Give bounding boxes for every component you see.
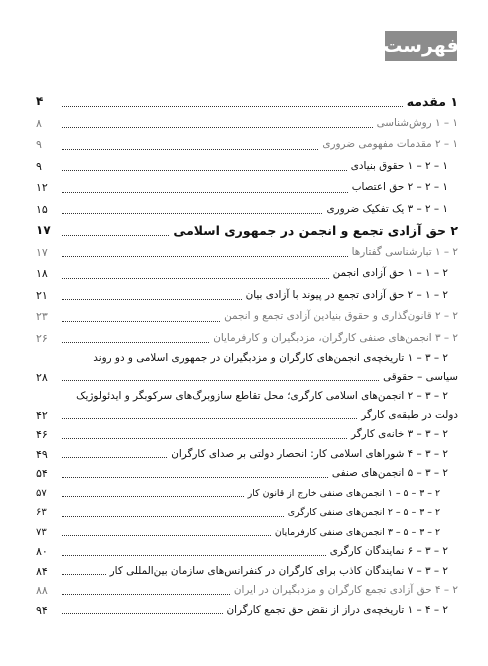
toc-entry-label: ۲ – ۳ – ۵ – ۲ انجمن‌های صنفی کارگری bbox=[287, 507, 440, 518]
toc-entry-label: ۲ – ۳ – ۳ خانه‌ی کارگر bbox=[350, 428, 448, 440]
toc-entry-page: ۸۴ bbox=[36, 564, 48, 578]
toc-entry-2-3-5-2[interactable] bbox=[36, 503, 458, 523]
toc-entry-label: ۲ – ۳ – ۵ انجمن‌های صنفی bbox=[331, 467, 448, 479]
toc-entry-page: ۲۸ bbox=[36, 371, 48, 384]
toc-entry-1-2-2[interactable] bbox=[36, 177, 458, 199]
leader-dots bbox=[62, 320, 220, 322]
toc-entry-2-3-4[interactable] bbox=[36, 445, 458, 465]
leader-dots bbox=[62, 554, 326, 556]
toc-entry-label: ۲ – ۲ قانون‌گذاری و حقوق بنیادین آزادی تجمع و انجمن bbox=[224, 310, 458, 322]
leader-dots bbox=[62, 593, 230, 595]
toc-entry-label-continued: سیاسی – حقوقی bbox=[383, 371, 458, 383]
leader-dots bbox=[62, 495, 244, 497]
toc-entry-page: ۸۰ bbox=[36, 545, 48, 558]
leader-dots bbox=[62, 476, 328, 478]
toc-entry-page: ۲۳ bbox=[36, 310, 48, 323]
toc-entry-1-2-1[interactable] bbox=[36, 156, 458, 178]
toc-entry-2-1-1[interactable] bbox=[36, 263, 458, 285]
leader-dots bbox=[62, 417, 357, 419]
toc-entry-chapter-2[interactable] bbox=[36, 220, 458, 242]
leader-dots bbox=[62, 534, 271, 536]
toc-entry-label: ۱ – ۲ مقدمات مفهومی ضروری bbox=[322, 138, 458, 150]
toc-entry-page: ۴۹ bbox=[36, 447, 48, 461]
toc-entry-2-3-5[interactable] bbox=[36, 464, 458, 484]
toc-entry-2-4[interactable] bbox=[36, 581, 458, 601]
toc-entry-label: ۲ – ۴ حق آزادی تجمع کارگران و مزدبگیران در ایران bbox=[233, 584, 458, 596]
leader-dots bbox=[62, 437, 347, 439]
toc-entry-page: ۴ bbox=[36, 94, 44, 108]
leader-dots bbox=[62, 277, 329, 279]
toc-entry-chapter-1[interactable] bbox=[36, 91, 458, 113]
toc-entry-page: ۶۳ bbox=[36, 507, 47, 518]
toc-entry-page: ۱۵ bbox=[36, 202, 48, 216]
toc-entry-label: ۲ – ۳ – ۲ انجمن‌های اسلامی کارگری؛ محل تقاطع سازوبرگ‌های سرکوبگر و ایدئولوژیک bbox=[76, 390, 448, 402]
toc-entry-page: ۷۳ bbox=[36, 526, 47, 538]
toc-entry-2-1-2[interactable] bbox=[36, 285, 458, 307]
toc-entry-2-1[interactable] bbox=[36, 242, 458, 264]
toc-entry-page: ۵۷ bbox=[36, 487, 47, 499]
toc-entry-label: ۲ – ۳ – ۵ – ۱ انجمن‌های صنفی خارج از قانون کار bbox=[247, 487, 440, 499]
toc-entry-2-2[interactable] bbox=[36, 306, 458, 328]
toc-entry-2-3-5-3[interactable] bbox=[36, 523, 458, 543]
leader-dots bbox=[62, 341, 209, 343]
toc-entry-2-3-7[interactable] bbox=[36, 562, 458, 582]
leader-dots bbox=[62, 255, 348, 257]
toc-entry-page: ۲۱ bbox=[36, 288, 48, 302]
toc-entry-1-2[interactable] bbox=[36, 134, 458, 156]
toc-entry-label: ۲ حق آزادی تجمع و انجمن در جمهوری اسلامی bbox=[173, 223, 458, 238]
toc-entry-1-1[interactable] bbox=[36, 113, 458, 135]
leader-dots bbox=[62, 612, 223, 614]
toc-entry-label: ۲ – ۳ – ۷ نمایندگان کاذب برای کارگران در کنفرانس‌های سازمان بین‌المللی کار bbox=[109, 564, 448, 577]
leader-dots bbox=[62, 105, 403, 107]
toc-entry-2-4-1[interactable] bbox=[36, 601, 458, 621]
toc-entry-label: ۱ – ۲ – ۳ یک تفکیک ضروری bbox=[326, 202, 448, 215]
toc-entry-label: ۲ – ۱ – ۲ حق آزادی تجمع در پیوند با آزادی بیان bbox=[245, 288, 448, 301]
toc-entry-page: ۱۸ bbox=[36, 267, 48, 280]
toc-entry-label: ۱ مقدمه bbox=[406, 94, 458, 109]
toc-entry-2-3[interactable] bbox=[36, 328, 458, 350]
leader-dots bbox=[62, 212, 322, 214]
leader-dots bbox=[62, 456, 167, 458]
leader-dots bbox=[62, 169, 347, 171]
leader-dots bbox=[62, 191, 348, 193]
toc-entry-2-3-2[interactable] bbox=[36, 387, 458, 425]
toc-entry-page: ۱۷ bbox=[36, 223, 51, 237]
toc-entry-page: ۵۴ bbox=[36, 467, 48, 480]
toc-entry-label: ۲ – ۳ – ۶ نمایندگان کارگری bbox=[329, 545, 448, 557]
toc-entry-page: ۹۴ bbox=[36, 603, 48, 617]
toc-entry-label: ۱ – ۲ – ۱ حقوق بنیادی bbox=[350, 159, 448, 172]
toc-entry-label: ۱ – ۱ روش‌شناسی bbox=[376, 116, 458, 129]
toc-entry-1-2-3[interactable] bbox=[36, 199, 458, 221]
toc-entry-page: ۲۶ bbox=[36, 331, 48, 345]
toc-entry-2-3-5-1[interactable] bbox=[36, 484, 458, 504]
leader-dots bbox=[62, 298, 242, 300]
toc-entry-label: ۲ – ۳ – ۴ شوراهای اسلامی کار: انحصار دولتی بر صدای کارگران bbox=[171, 447, 448, 460]
toc-entry-label: ۲ – ۱ تبارشناسی گفتارها bbox=[351, 245, 458, 258]
toc-entry-label-continued: دولت در طبقه‌ی کارگر bbox=[361, 409, 458, 421]
toc-entry-label: ۲ – ۱ – ۱ حق آزادی انجمن bbox=[332, 267, 448, 279]
toc-entry-label: ۲ – ۳ – ۵ – ۳ انجمن‌های صنفی کارفرمایان bbox=[274, 526, 440, 538]
toc-entry-page: ۸ bbox=[36, 116, 42, 130]
toc-entry-label: ۲ – ۴ – ۱ تاریخچه‌ی دراز از نقض حق تجمع کارگران bbox=[226, 603, 448, 616]
leader-dots bbox=[62, 379, 379, 381]
toc-entry-label: ۲ – ۳ – ۱ تاریخچه‌ی انجمن‌های کارگران و مزدبگیران در جمهوری اسلامی و دو روند bbox=[93, 352, 448, 364]
toc-entry-2-3-3[interactable] bbox=[36, 425, 458, 445]
leader-dots bbox=[62, 573, 106, 575]
toc-entry-page: ۸۸ bbox=[36, 584, 48, 597]
leader-dots bbox=[62, 126, 373, 128]
toc-entry-page: ۹ bbox=[36, 159, 42, 173]
toc-title: فهرست bbox=[385, 31, 457, 61]
leader-dots bbox=[62, 234, 169, 236]
toc-entry-page: ۱۷ bbox=[36, 245, 48, 259]
toc-entry-page: ۴۲ bbox=[36, 409, 48, 422]
table-of-contents bbox=[36, 91, 458, 620]
leader-dots bbox=[62, 515, 284, 517]
toc-entry-page: ۴۶ bbox=[36, 428, 48, 441]
toc-entry-page: ۱۲ bbox=[36, 181, 48, 194]
leader-dots bbox=[62, 148, 318, 150]
toc-entry-2-3-6[interactable] bbox=[36, 542, 458, 562]
toc-entry-label: ۱ – ۲ – ۲ حق اعتصاب bbox=[351, 181, 448, 193]
toc-entry-page: ۹ bbox=[36, 138, 42, 151]
toc-entry-label: ۲ – ۳ انجمن‌های صنفی کارگران، مزدبگیران و کارفرمایان bbox=[213, 331, 458, 344]
toc-entry-2-3-1[interactable] bbox=[36, 349, 458, 387]
